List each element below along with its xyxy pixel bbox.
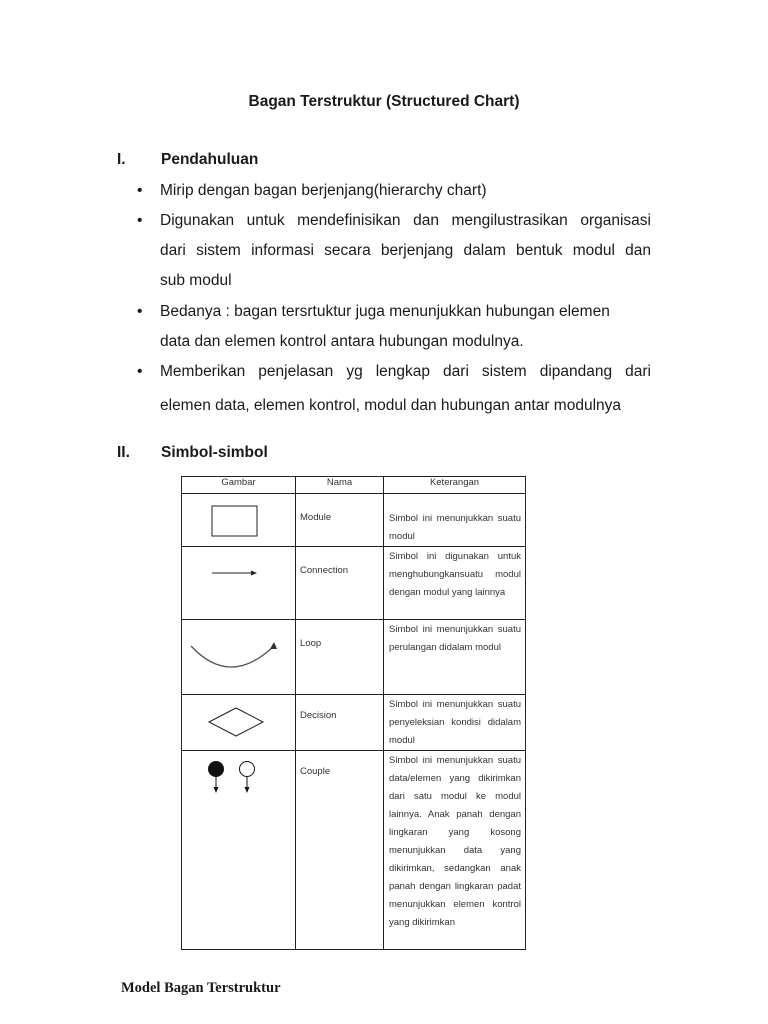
bullet-glyph: • bbox=[137, 212, 143, 229]
symbol-cell bbox=[182, 695, 296, 751]
symbols-table bbox=[181, 476, 526, 950]
section-title: Pendahuluan bbox=[161, 151, 259, 168]
bullet-text-line: Mirip dengan bagan berjenjang(hierarchy chart) bbox=[160, 182, 487, 199]
symbol-cell bbox=[182, 620, 296, 695]
page-title: Bagan Terstruktur (Structured Chart) bbox=[248, 93, 520, 110]
loop-arc-icon bbox=[182, 620, 296, 694]
bullet-text-line: Memberikan penjelasan yg lengkap dari sistem dipandang dari bbox=[160, 363, 651, 380]
symbol-cell bbox=[182, 547, 296, 620]
symbol-name: Loop bbox=[296, 620, 384, 695]
table-row bbox=[182, 547, 526, 620]
symbol-description: Simbol ini digunakan untuk menghubungkansuatu modul dengan modul yang lainnya bbox=[384, 547, 526, 620]
couple-circles-icon bbox=[182, 751, 296, 949]
section-number: I. bbox=[117, 151, 126, 168]
bullet-text-line: Digunakan untuk mendefinisikan dan mengilustrasikan organisasi bbox=[160, 212, 651, 229]
table-row bbox=[182, 494, 526, 547]
section-title: Simbol-simbol bbox=[161, 444, 268, 461]
table-row bbox=[182, 695, 526, 751]
table-row bbox=[182, 751, 526, 950]
decision-diamond-icon bbox=[182, 695, 296, 749]
footer-heading: Model Bagan Terstruktur bbox=[121, 980, 281, 996]
symbol-name: Connection bbox=[296, 547, 384, 620]
column-header-nama: Nama bbox=[296, 477, 384, 494]
symbol-description: Simbol ini menunjukkan suatu penyeleksian kondisi didalam modul bbox=[384, 695, 526, 751]
section-heading-simbol bbox=[117, 444, 268, 462]
section-heading-pendahuluan bbox=[117, 151, 258, 169]
module-rectangle-icon bbox=[182, 494, 296, 546]
symbol-description: Simbol ini menunjukkan suatu modul bbox=[384, 494, 526, 547]
bullet-text-line: data dan elemen kontrol antara hubungan modulnya. bbox=[160, 333, 524, 350]
bullet-glyph: • bbox=[137, 303, 143, 320]
bullet-glyph: • bbox=[137, 363, 143, 380]
bullet-glyph: • bbox=[137, 182, 143, 199]
column-header-gambar: Gambar bbox=[182, 477, 296, 494]
table-row bbox=[182, 620, 526, 695]
symbol-description: Simbol ini menunjukkan suatu data/elemen yang dikirimkan dari satu modul ke modul lainnya. Anak panah dengan lingkaran yang kosong menunjukkan data yang dikirimkan, sedangkan anak panah dengan lingkaran padat menunjukkan elemen kontrol yang dikirimkan bbox=[384, 751, 526, 950]
connection-arrow-icon bbox=[182, 547, 296, 619]
column-header-keterangan: Keterangan bbox=[384, 477, 526, 494]
symbol-cell bbox=[182, 494, 296, 547]
bullet-text-line: dari sistem informasi secara berjenjang dalam bentuk modul dan bbox=[160, 242, 651, 259]
symbol-name: Module bbox=[296, 494, 384, 547]
symbol-cell bbox=[182, 751, 296, 950]
bullet-text-line: elemen data, elemen kontrol, modul dan hubungan antar modulnya bbox=[160, 397, 622, 414]
section-number: II. bbox=[117, 444, 130, 461]
symbol-name: Couple bbox=[296, 751, 384, 950]
symbol-description: Simbol ini menunjukkan suatu perulangan didalam modul bbox=[384, 620, 526, 695]
symbol-name: Decision bbox=[296, 695, 384, 751]
bullet-text-line: Bedanya : bagan tersrtuktur juga menunjukkan hubungan elemen bbox=[160, 303, 610, 320]
bullet-text-line: sub modul bbox=[160, 272, 232, 289]
table-header-row bbox=[182, 477, 526, 494]
